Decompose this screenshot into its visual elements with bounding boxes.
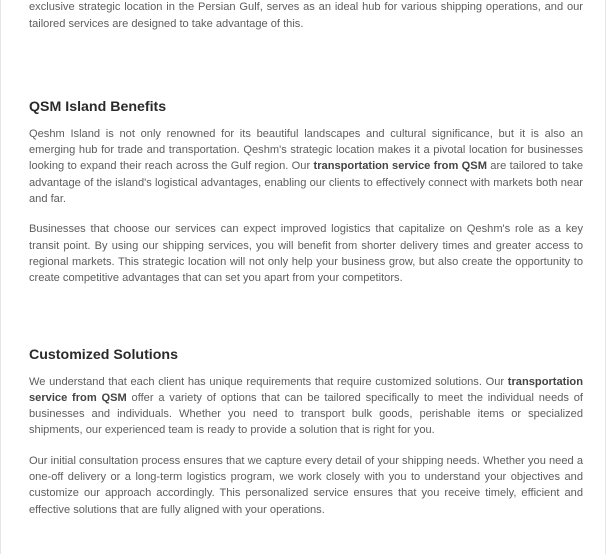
section-paragraph: Businesses that choose our services can expect improved logistics that capitalize on Qeshm's role as a key transit point. By using our shipping services, you will benefit from shorter delivery times and greater access to regional markets. This strategic location will not only help your business grow, but also create the opportunity to create competitive advantages that can set you apart from your competitors.: [29, 223, 583, 285]
article-content: [29, 0, 583, 518]
bold-service-link-text: transportation service from QSM: [29, 375, 583, 404]
paragraph-text: Qeshm Island is not only renowned for its beautiful landscapes and cultural significance, but it is also an emerging hub for trade and transportation. Qeshm's strategic location makes it a pivotal location for businesses looking to expand their reach across the Gulf region. Our: [29, 127, 583, 173]
section-heading: Customized Solutions: [29, 346, 178, 363]
section-heading: QSM Island Benefits: [29, 98, 167, 115]
paragraph-text: offer a variety of options that can be tailored specifically to meet the individual needs of businesses and individuals. Whether you need to transport bulk goods, perishable items or specialized shipments, our experienced team is ready to provide a solution that is right for you.: [29, 391, 583, 437]
paragraph-text: We understand that each client has unique requirements that require customized solutions. Our: [29, 375, 508, 388]
spacer: [29, 32, 583, 97]
spacer: [29, 287, 583, 345]
intro-paragraph: exclusive strategic location in the Persian Gulf, serves as an ideal hub for various shipping operations, and our tailored services are designed to take advantage of this.: [29, 1, 583, 30]
section-paragraph: [29, 126, 583, 207]
spacer: [29, 365, 583, 374]
section-customized-solutions: [29, 345, 583, 518]
spacer: [29, 117, 583, 126]
section-paragraph: [29, 374, 583, 439]
section-paragraph: Our initial consultation process ensures that we capture every detail of your shipping needs. Whether you need a one-off delivery or a long-term logistics program, we work closely with you to understand your objectives and customize our approach accordingly. This personalized service ensures that you receive timely, efficient and effective solutions that are fully aligned with your operations.: [29, 454, 583, 516]
spacer: [29, 207, 583, 221]
paragraph-text: are tailored to take advantage of the island's logistical advantages, enabling our clients to effectively connect with markets both near and far.: [29, 160, 583, 206]
section-qsm-island-benefits: [29, 97, 583, 287]
spacer: [29, 439, 583, 453]
bold-service-link-text: transportation service from QSM: [313, 160, 487, 173]
